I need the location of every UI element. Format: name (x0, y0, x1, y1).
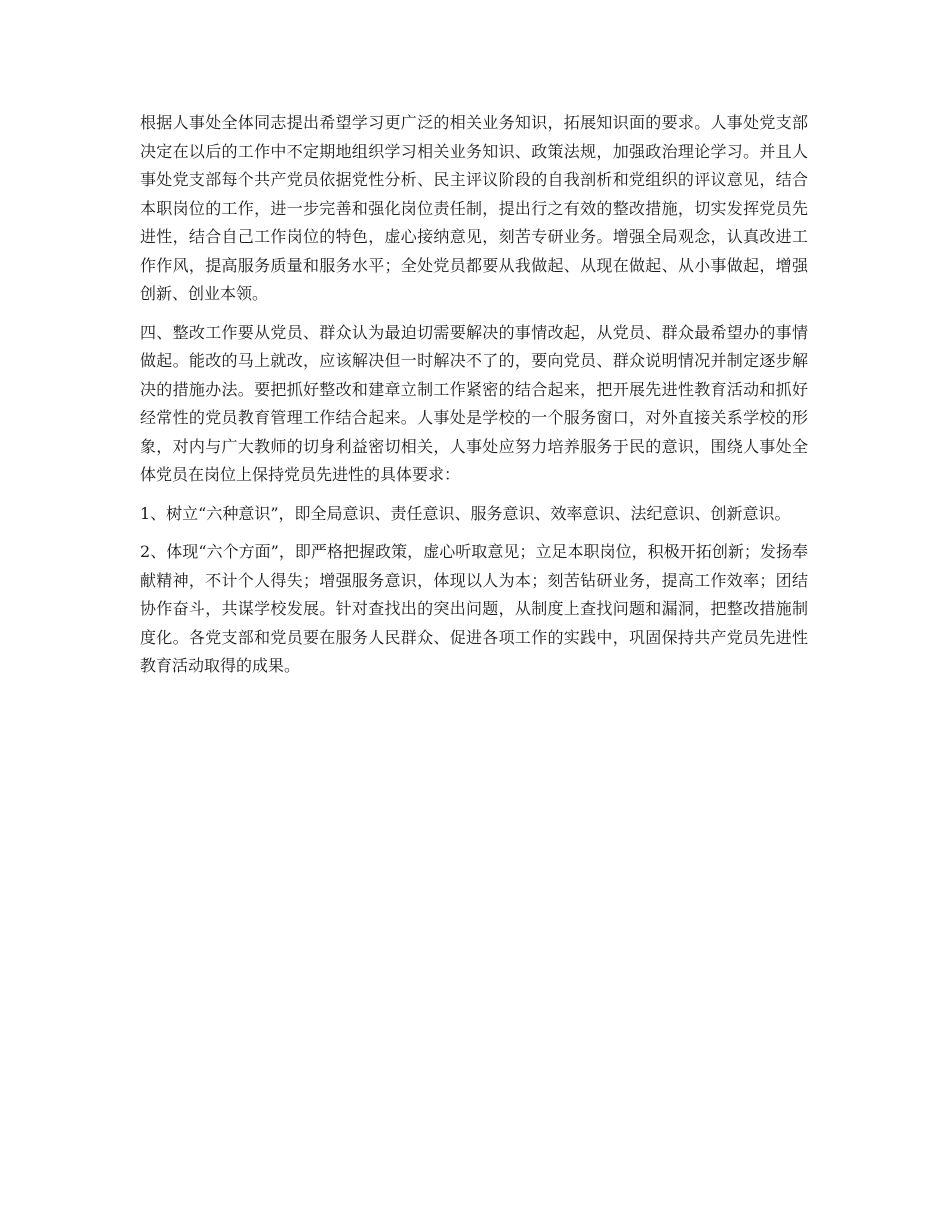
document-body (140, 109, 808, 691)
paragraph-item-one: 1、树立“六种意识”，即全局意识、责任意识、服务意识、效率意识、法纪意识、创新意识。 (140, 503, 791, 523)
paragraph-section-four: 四、整改工作要从党员、群众认为最迫切需要解决的事情改起，从党员、群众最希望办的事情做起。能改的马上就改，应该解决但一时解决不了的，要向党员、群众说明情况并制定逐步解决的措施办法。要把抓好整改和建章立制工作紧密的结合起来，把开展先进性教育活动和抓好经常性的党员教育管理工作结合起来。人事处是学校的一个服务窗口，对外直接关系学校的形象，对内与广大教师的切身利益密切相关，人事处应努力培养服务于民的意识，围绕人事处全体党员在岗位上保持党员先进性的具体要求： (140, 322, 808, 484)
paragraph-study-requirements: 根据人事处全体同志提出希望学习更广泛的相关业务知识，拓展知识面的要求。人事处党支部决定在以后的工作中不定期地组织学习相关业务知识、政策法规，加强政治理论学习。并且人事处党支部每个共产党员依据党性分析、民主评议阶段的自我剖析和党组织的评议意见，结合本职岗位的工作，进一步完善和强化岗位责任制，提出行之有效的整改措施，切实发挥党员先进性，结合自己工作岗位的特色，虚心接纳意见，刻苦专研业务。增强全局观念，认真改进工作作风，提高服务质量和服务水平；全处党员都要从我做起、从现在做起、从小事做起，增强创新、创业本领。 (140, 113, 808, 303)
paragraph-item-two: 2、体现“六个方面”，即严格把握政策，虚心听取意见；立足本职岗位，积极开拓创新；发扬奉献精神，不计个人得失；增强服务意识，体现以人为本；刻苦钻研业务，提高工作效率；团结协作奋斗，共谋学校发展。针对查找出的突出问题，从制度上查找问题和漏洞，把整改措施制度化。各党支部和党员要在服务人民群众、促进各项工作的实践中，巩固保持共产党员先进性教育活动取得的成果。 (140, 542, 808, 675)
